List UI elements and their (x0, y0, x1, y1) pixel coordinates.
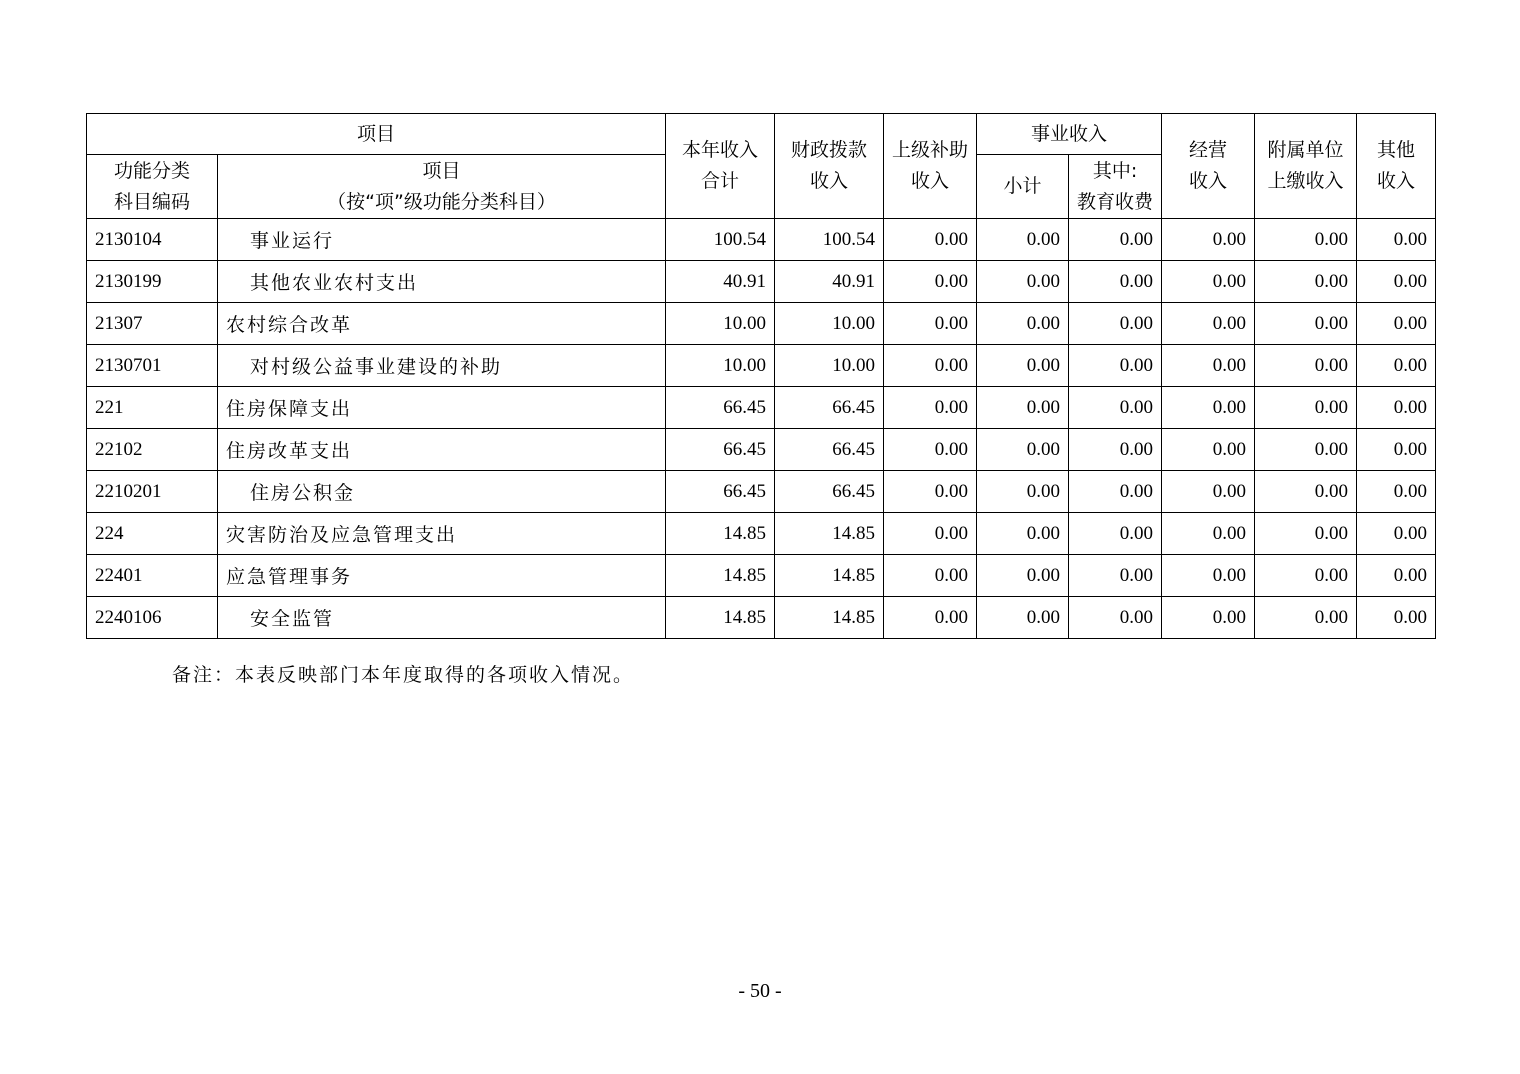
header-total-line2: 合计 (701, 170, 740, 192)
cell-education: 0.00 (1069, 261, 1162, 303)
table-row (87, 597, 1436, 639)
cell-operating: 0.00 (1162, 471, 1255, 513)
cell-affiliated: 0.00 (1255, 471, 1357, 513)
cell-subtotal: 0.00 (977, 555, 1069, 597)
cell-total: 14.85 (666, 513, 775, 555)
cell-subtotal: 0.00 (977, 219, 1069, 261)
table-row (87, 219, 1436, 261)
cell-other: 0.00 (1357, 303, 1436, 345)
cell-other: 0.00 (1357, 555, 1436, 597)
cell-superior: 0.00 (884, 555, 977, 597)
cell-operating: 0.00 (1162, 219, 1255, 261)
header-other-line1: 其他 (1377, 139, 1416, 161)
header-education-line1: 其中: (1092, 159, 1138, 182)
cell-other: 0.00 (1357, 261, 1436, 303)
cell-fiscal: 100.54 (775, 219, 884, 261)
cell-fiscal: 10.00 (775, 345, 884, 387)
cell-fiscal: 66.45 (775, 387, 884, 429)
cell-subtotal: 0.00 (977, 513, 1069, 555)
row-name: 灾害防治及应急管理支出 (218, 513, 666, 555)
cell-affiliated: 0.00 (1255, 429, 1357, 471)
cell-subtotal: 0.00 (977, 471, 1069, 513)
header-operating-line1: 经营 (1189, 139, 1228, 161)
row-code: 2130199 (87, 261, 218, 303)
header-fiscal (775, 114, 884, 219)
row-code: 21307 (87, 303, 218, 345)
row-code: 221 (87, 387, 218, 429)
header-superior-line1: 上级补助 (892, 139, 969, 161)
cell-education: 0.00 (1069, 387, 1162, 429)
cell-total: 40.91 (666, 261, 775, 303)
table-header (87, 114, 1436, 219)
cell-superior: 0.00 (884, 597, 977, 639)
cell-total: 100.54 (666, 219, 775, 261)
header-code-line1: 功能分类 (113, 159, 190, 182)
cell-education: 0.00 (1069, 219, 1162, 261)
cell-total: 10.00 (666, 345, 775, 387)
cell-operating: 0.00 (1162, 513, 1255, 555)
cell-superior: 0.00 (884, 219, 977, 261)
income-table (86, 113, 1436, 639)
cell-fiscal: 66.45 (775, 429, 884, 471)
header-other (1357, 114, 1436, 219)
cell-superior: 0.00 (884, 513, 977, 555)
cell-superior: 0.00 (884, 429, 977, 471)
cell-education: 0.00 (1069, 597, 1162, 639)
cell-other: 0.00 (1357, 471, 1436, 513)
header-superior (884, 114, 977, 219)
header-code (87, 155, 218, 219)
header-code-line2: 科目编码 (113, 190, 190, 213)
row-code: 22102 (87, 429, 218, 471)
cell-affiliated: 0.00 (1255, 219, 1357, 261)
row-code: 2240106 (87, 597, 218, 639)
cell-fiscal: 14.85 (775, 555, 884, 597)
row-name: 应急管理事务 (218, 555, 666, 597)
header-fiscal-line1: 财政拨款 (791, 139, 868, 161)
header-business-group: 事业收入 (977, 114, 1162, 155)
cell-education: 0.00 (1069, 471, 1162, 513)
header-name-line2: （按“项”级功能分类科目） (327, 190, 556, 213)
row-name: 安全监管 (218, 597, 666, 639)
cell-operating: 0.00 (1162, 597, 1255, 639)
cell-affiliated: 0.00 (1255, 345, 1357, 387)
table-row (87, 513, 1436, 555)
header-total (666, 114, 775, 219)
cell-total: 10.00 (666, 303, 775, 345)
cell-subtotal: 0.00 (977, 261, 1069, 303)
row-code: 22401 (87, 555, 218, 597)
header-education (1069, 155, 1162, 219)
header-superior-line2: 收入 (911, 170, 950, 192)
cell-education: 0.00 (1069, 429, 1162, 471)
cell-affiliated: 0.00 (1255, 513, 1357, 555)
cell-subtotal: 0.00 (977, 303, 1069, 345)
cell-superior: 0.00 (884, 303, 977, 345)
cell-operating: 0.00 (1162, 261, 1255, 303)
cell-fiscal: 14.85 (775, 513, 884, 555)
table-row (87, 303, 1436, 345)
cell-other: 0.00 (1357, 219, 1436, 261)
cell-education: 0.00 (1069, 345, 1162, 387)
cell-superior: 0.00 (884, 471, 977, 513)
header-total-line1: 本年收入 (682, 139, 759, 161)
page-number: - 50 - (738, 980, 782, 1002)
row-name: 农村综合改革 (218, 303, 666, 345)
cell-total: 66.45 (666, 429, 775, 471)
row-name: 住房公积金 (218, 471, 666, 513)
cell-total: 14.85 (666, 555, 775, 597)
row-name: 住房保障支出 (218, 387, 666, 429)
header-affiliated-line1: 附属单位 (1267, 139, 1344, 161)
cell-other: 0.00 (1357, 429, 1436, 471)
header-education-line2: 教育收费 (1077, 190, 1154, 213)
cell-operating: 0.00 (1162, 387, 1255, 429)
cell-education: 0.00 (1069, 303, 1162, 345)
cell-fiscal: 14.85 (775, 597, 884, 639)
cell-operating: 0.00 (1162, 303, 1255, 345)
cell-affiliated: 0.00 (1255, 261, 1357, 303)
table-row (87, 345, 1436, 387)
cell-education: 0.00 (1069, 513, 1162, 555)
cell-operating: 0.00 (1162, 429, 1255, 471)
cell-other: 0.00 (1357, 345, 1436, 387)
group-title: 项目 (87, 114, 666, 155)
header-operating-line2: 收入 (1189, 170, 1228, 192)
header-subtotal: 小计 (977, 155, 1069, 219)
table-row (87, 429, 1436, 471)
cell-operating: 0.00 (1162, 345, 1255, 387)
cell-other: 0.00 (1357, 513, 1436, 555)
cell-fiscal: 40.91 (775, 261, 884, 303)
cell-superior: 0.00 (884, 261, 977, 303)
row-code: 2130701 (87, 345, 218, 387)
cell-affiliated: 0.00 (1255, 597, 1357, 639)
cell-affiliated: 0.00 (1255, 555, 1357, 597)
row-code: 224 (87, 513, 218, 555)
row-code: 2210201 (87, 471, 218, 513)
cell-fiscal: 66.45 (775, 471, 884, 513)
cell-subtotal: 0.00 (977, 429, 1069, 471)
cell-total: 66.45 (666, 387, 775, 429)
header-other-line2: 收入 (1377, 170, 1416, 192)
cell-operating: 0.00 (1162, 555, 1255, 597)
row-name: 对村级公益事业建设的补助 (218, 345, 666, 387)
header-name-line1: 项目 (422, 159, 461, 182)
row-code: 2130104 (87, 219, 218, 261)
cell-subtotal: 0.00 (977, 597, 1069, 639)
header-row-top (87, 114, 1436, 155)
cell-fiscal: 10.00 (775, 303, 884, 345)
cell-subtotal: 0.00 (977, 387, 1069, 429)
table-row (87, 387, 1436, 429)
table-row (87, 555, 1436, 597)
header-affiliated-line2: 上缴收入 (1267, 170, 1344, 192)
header-fiscal-line2: 收入 (810, 170, 849, 192)
cell-affiliated: 0.00 (1255, 387, 1357, 429)
cell-affiliated: 0.00 (1255, 303, 1357, 345)
cell-other: 0.00 (1357, 597, 1436, 639)
header-operating (1162, 114, 1255, 219)
row-name: 住房改革支出 (218, 429, 666, 471)
header-name (218, 155, 666, 219)
row-name: 其他农业农村支出 (218, 261, 666, 303)
table-row (87, 261, 1436, 303)
cell-superior: 0.00 (884, 345, 977, 387)
header-affiliated (1255, 114, 1357, 219)
table-row (87, 471, 1436, 513)
table-body (87, 219, 1436, 639)
table-note: 备注：本表反映部门本年度取得的各项收入情况。 (172, 664, 635, 686)
row-name: 事业运行 (218, 219, 666, 261)
cell-other: 0.00 (1357, 387, 1436, 429)
cell-education: 0.00 (1069, 555, 1162, 597)
cell-total: 66.45 (666, 471, 775, 513)
cell-superior: 0.00 (884, 387, 977, 429)
cell-total: 14.85 (666, 597, 775, 639)
cell-subtotal: 0.00 (977, 345, 1069, 387)
